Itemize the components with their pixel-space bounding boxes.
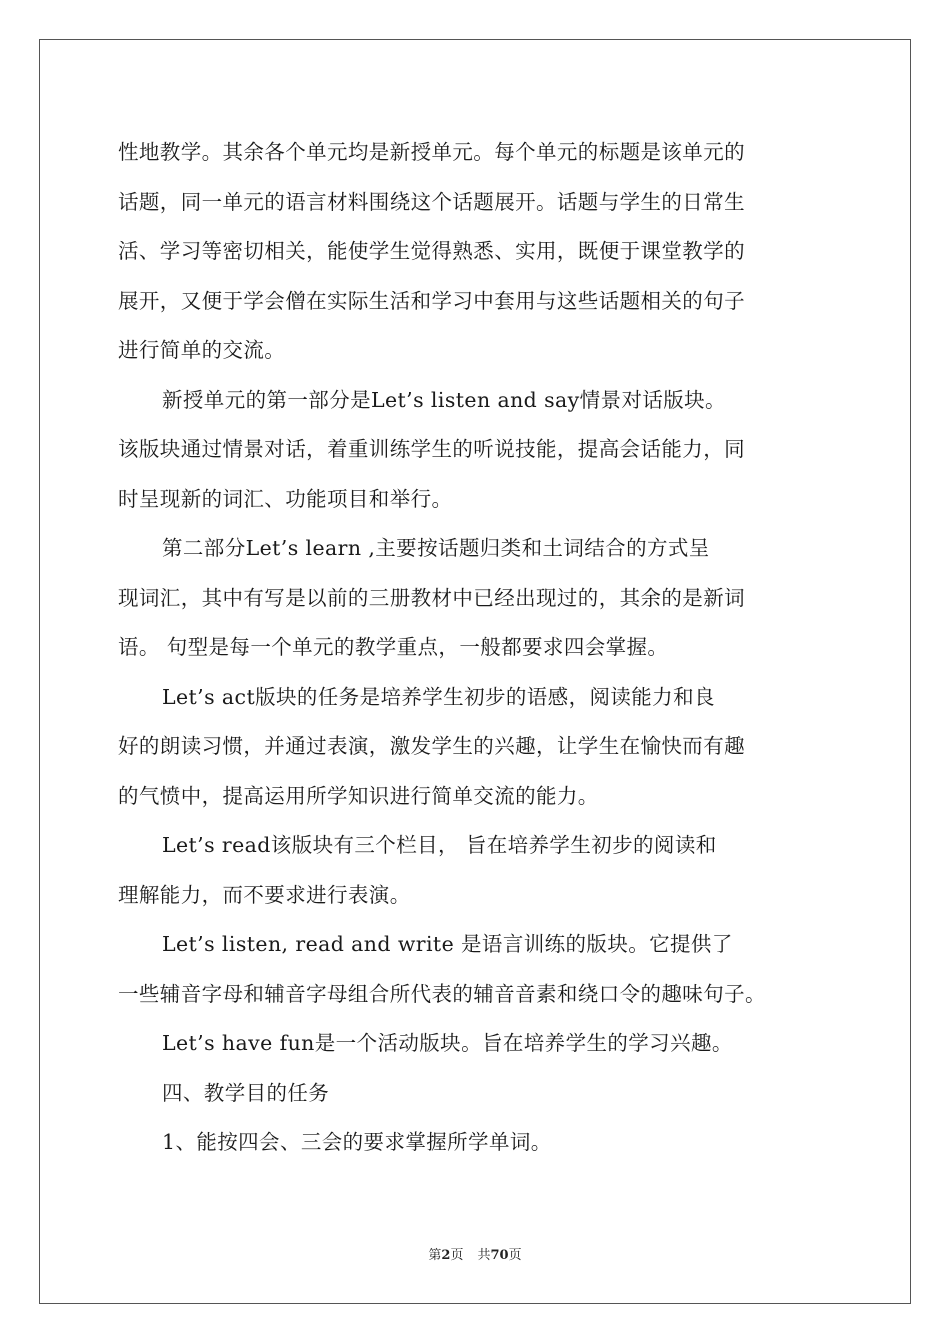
page-footer xyxy=(0,1244,950,1263)
text-line: 第二部分Let’s learn ,主要按话题归类和土词结合的方式呈 xyxy=(162,536,710,560)
text-line: Let’s listen, read and write 是语言训练的版块。它提供了 xyxy=(162,932,733,956)
text-line: 展开，又便于学会僧在实际生活和学习中套用与这些话题相关的句子 xyxy=(118,288,745,313)
text-line: Let’s have fun是一个活动版块。旨在培养学生的学习兴趣。 xyxy=(162,1031,733,1055)
text-line: 进行简单的交流。 xyxy=(118,338,286,362)
text-line: 一些辅音字母和辅音字母组合所代表的辅音音素和绕口令的趣味句子。 xyxy=(118,981,766,1006)
text-line: 该版块通过情景对话，着重训练学生的听说技能，提高会话能力，同 xyxy=(118,437,745,461)
total-pages-indicator: 共70页 xyxy=(477,1248,522,1263)
document-body xyxy=(118,128,838,1168)
text-line: 语。 句型是每一个单元的教学重点，一般都要求四会掌握。 xyxy=(118,635,669,659)
text-line: 新授单元的第一部分是Let’s listen and say情景对话版块。 xyxy=(162,387,726,412)
text-line: 理解能力，而不要求进行表演。 xyxy=(118,882,411,907)
page-indicator: 第2页 xyxy=(428,1248,464,1263)
text-line: Let’s read该版块有三个栏目， 旨在培养学生初步的阅读和 xyxy=(162,833,717,857)
text-line: Let’s act版块的任务是培养学生初步的语感，阅读能力和良 xyxy=(162,684,715,709)
text-line: 四、教学目的任务 xyxy=(162,1080,330,1105)
text-line: 现词汇，其中有写是以前的三册教材中已经出现过的，其余的是新词 xyxy=(118,585,745,610)
text-line: 活、学习等密切相关，能使学生觉得熟悉、实用，既便于课堂教学的 xyxy=(118,239,745,263)
text-line: 话题，同一单元的语言材料围绕这个话题展开。话题与学生的日常生 xyxy=(118,189,745,214)
text-line: 的气愤中，提高运用所学知识进行简单交流的能力。 xyxy=(118,783,599,808)
text-line: 1、能按四会、三会的要求掌握所学单词。 xyxy=(162,1130,552,1154)
total-page-count: 70 xyxy=(490,1248,509,1263)
text-line: 好的朗读习惯，并通过表演，激发学生的兴趣，让学生在愉快而有趣 xyxy=(118,734,745,758)
text-line: 性地教学。其余各个单元均是新授单元。每个单元的标题是该单元的 xyxy=(118,140,745,164)
current-page-number: 2 xyxy=(441,1248,451,1263)
text-line: 时呈现新的词汇、功能项目和举行。 xyxy=(118,486,453,511)
